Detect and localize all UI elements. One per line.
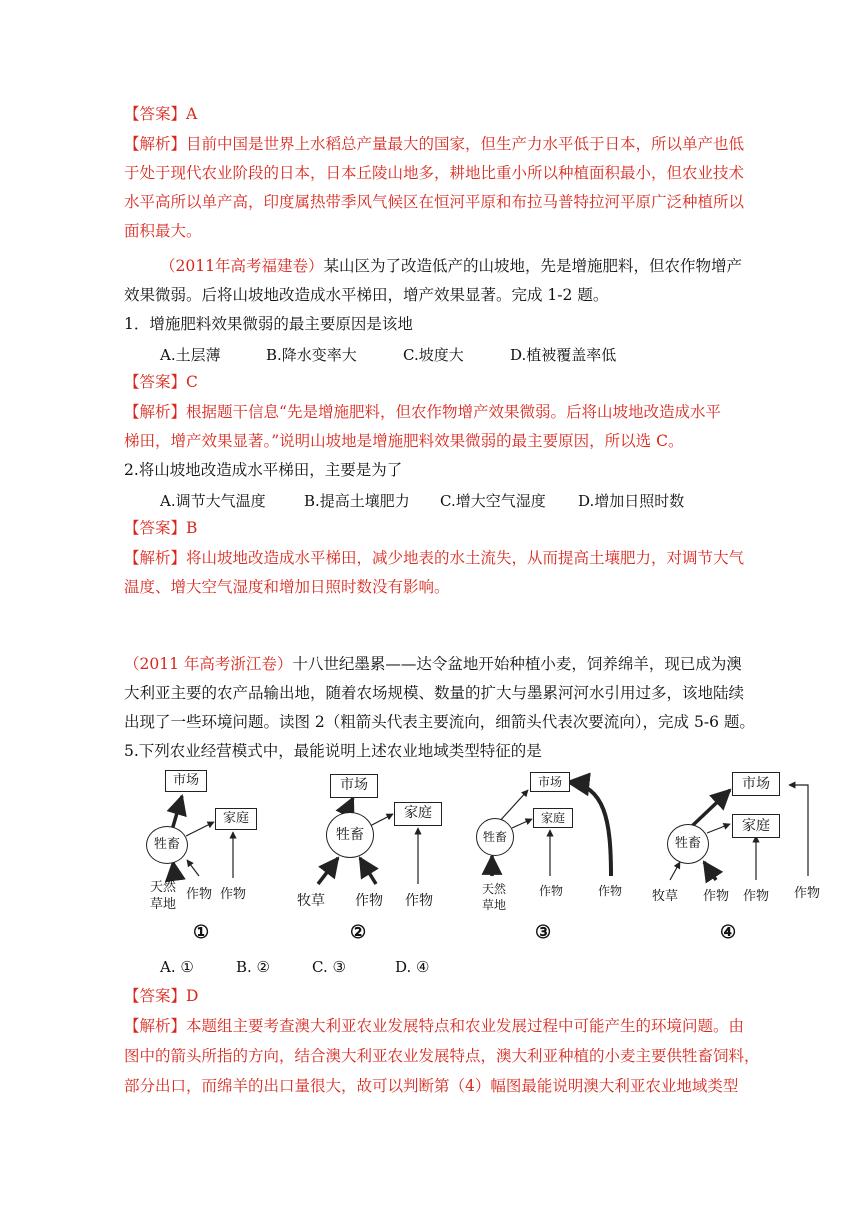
d3-market-box: 市场 (530, 772, 570, 792)
d1-crop-1: 作物 (186, 887, 213, 902)
diagram-number-2: ② (350, 922, 367, 943)
q2-option-a: A.调节大气温度 (160, 492, 266, 510)
d1-livestock-node: 牲畜 (146, 826, 188, 864)
d1-crop-2: 作物 (220, 887, 247, 902)
explanation-q1-line-2: 梯田，增产效果显著。”说明山坡地是增施肥料效果微弱的最主要原因，所以选 C。 (124, 432, 684, 450)
q2-stem: 2.将山坡地改造成水平梯田，主要是为了 (124, 461, 403, 479)
q1-option-b: B.降水变率大 (266, 346, 357, 364)
q5-option-d: D. ④ (395, 958, 430, 976)
diagram-number-4: ④ (720, 922, 737, 943)
d2-family-box: 家庭 (394, 802, 442, 826)
q5-option-b: B. ② (236, 958, 271, 976)
d3-livestock-node: 牲畜 (476, 818, 514, 856)
d4-pasture: 牧草 (652, 889, 679, 904)
q1-option-c: C.坡度大 (403, 346, 464, 364)
explanation-q2-line-1: 【解析】将山坡地改造成水平梯田，减少地表的水土流失，从而提高土壤肥力，对调节大气 (124, 549, 745, 567)
q2-option-b: B.提高土壤肥力 (304, 492, 410, 510)
d1-natural-grass-1: 天然 (150, 880, 177, 895)
explanation-q0-line-1: 【解析】目前中国是世界上水稻总产量最大的国家，但生产力水平低于日本，所以单产也低 (124, 135, 745, 153)
stem1-line-1: （2011年高考福建卷）某山区为了改造低产的山坡地，先是增施肥料，但农作物增产 (160, 257, 742, 275)
d3-crop-2: 作物 (598, 884, 623, 898)
explanation-q1-line-1: 【解析】根据题干信息“先是增施肥料，但农作物增产效果微弱。后将山坡地改造成水平 (124, 403, 721, 421)
explanation-q5-line-2: 图中的箭头所指的方向，结合澳大利亚农业发展特点，澳大利亚种植的小麦主要供牲畜饲料， (124, 1047, 760, 1065)
d3-natural-grass-1: 天然 (482, 882, 507, 896)
answer-line-q0: 【答案】A (124, 105, 198, 123)
q2-option-d: D.增加日照时数 (578, 492, 685, 510)
stem2-line-3: 出现了一些环境问题。读图 2（粗箭头代表主要流向，细箭头代表次要流向），完成 5-6 题。 (124, 713, 755, 731)
d2-market-box: 市场 (330, 774, 378, 798)
q2-option-c: C.增大空气湿度 (440, 492, 546, 510)
q5-option-c: C. ③ (312, 958, 346, 976)
d4-crop-1: 作物 (703, 889, 730, 904)
q5-option-a: A. ① (160, 958, 194, 976)
d2-crop-1: 作物 (355, 893, 383, 909)
d3-crop-1: 作物 (539, 884, 564, 898)
diagram-number-1: ① (193, 922, 210, 943)
q1-option-d: D.植被覆盖率低 (510, 346, 617, 364)
explanation-q5-line-3: 部分出口，而绵羊的出口量很大，故可以判断第（4）幅图最能说明澳大利亚农业地域类型 (124, 1077, 739, 1095)
d4-family-box: 家庭 (732, 814, 780, 838)
q5-stem: 5.下列农业经营模式中，最能说明上述农业地域类型特征的是 (124, 742, 542, 760)
d2-livestock-node: 牲畜 (326, 812, 374, 858)
stem2-line-1: （2011 年高考浙江卷）十八世纪墨累——达令盆地开始种植小麦，饲养绵羊，现已成为澳 (124, 655, 742, 673)
answer-line-q2: 【答案】B (124, 519, 198, 537)
q1-stem: 1．增施肥料效果微弱的最主要原因是该地 (124, 315, 413, 333)
stem1-line-2: 效果微弱。后将山坡地改造成水平梯田，增产效果显著。完成 1-2 题。 (124, 286, 609, 304)
d3-natural-grass-2: 草地 (482, 898, 507, 912)
diagram-number-3: ③ (535, 922, 552, 943)
d1-market-box: 市场 (165, 770, 207, 792)
explanation-q5-line-1: 【解析】本题组主要考查澳大利亚农业发展特点和农业发展过程中可能产生的环境问题。由 (124, 1017, 745, 1035)
d3-family-box: 家庭 (533, 808, 573, 828)
d1-family-box: 家庭 (215, 808, 257, 830)
d4-livestock-node: 牲畜 (667, 824, 709, 864)
explanation-q0-line-3: 水平高所以单产高，印度属热带季风气候区在恒河平原和布拉马普特拉河平原广泛种植所以 (124, 193, 745, 211)
d4-crop-2: 作物 (743, 889, 770, 904)
stem2-line-2: 大利亚主要的农产品输出地，随着农场规模、数量的扩大与墨累河河水引用过多，该地陆续 (124, 684, 745, 702)
q1-option-a: A.土层薄 (160, 346, 221, 364)
d4-crop-3: 作物 (794, 886, 821, 901)
d2-crop-2: 作物 (405, 893, 433, 909)
d1-natural-grass-2: 草地 (150, 897, 177, 912)
answer-line-q1: 【答案】C (124, 373, 198, 391)
explanation-q2-line-2: 温度、增大空气湿度和增加日照时数没有影响。 (124, 578, 450, 596)
explanation-q0-line-4: 面积最大。 (124, 222, 202, 240)
d4-market-box: 市场 (732, 772, 780, 796)
d2-pasture: 牧草 (297, 893, 325, 909)
explanation-q0-line-2: 于处于现代农业阶段的日本，日本丘陵山地多，耕地比重小所以种植面积最小，但农业技术 (124, 164, 745, 182)
answer-line-q5: 【答案】D (124, 987, 199, 1005)
